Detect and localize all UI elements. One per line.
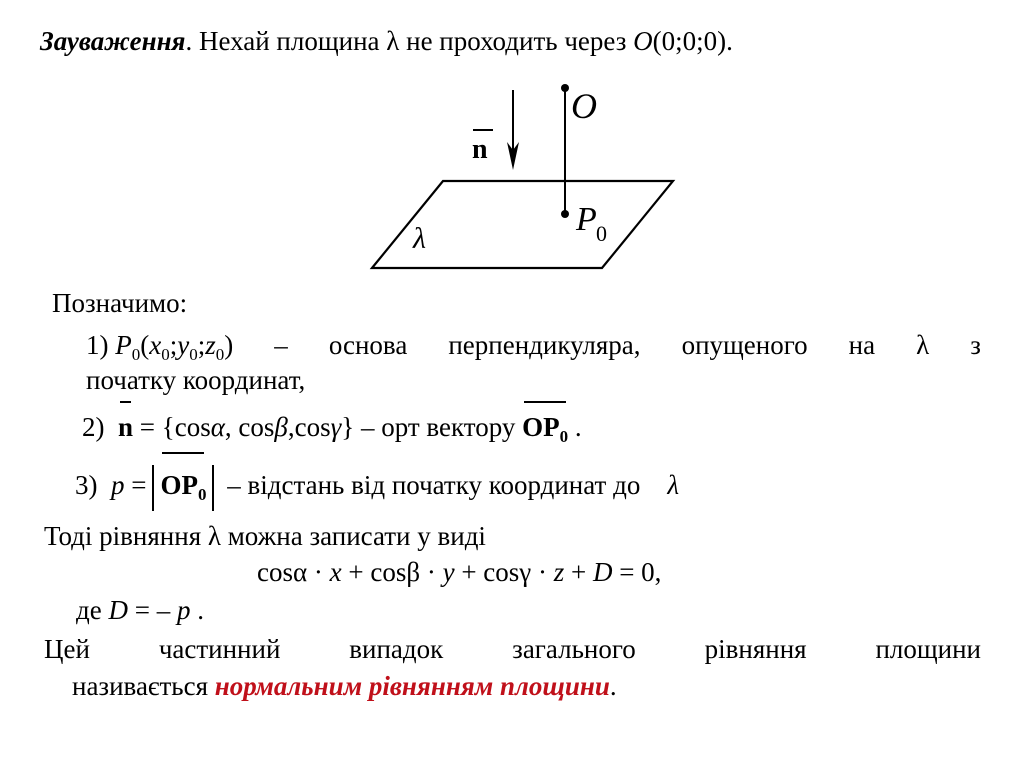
item1-word: з [970,330,981,360]
item1-y: y [177,330,190,360]
item1-word: на [848,330,876,360]
item2-eq: = {cos [133,412,211,442]
conclusion-word: загального [512,634,636,664]
eq-cos1: cosα · [257,557,330,587]
remark-text-1: . Нехай площина [185,26,387,56]
item1-word: – [274,330,288,360]
point-p0-dot [561,210,569,218]
item1-y-sub: 0 [189,345,198,364]
item2-end: . [568,412,582,442]
item1-x-sub: 0 [161,345,170,364]
item3-text: – відстань від початку координат до [227,470,648,500]
equation-intro [44,520,486,552]
item2-vec-sub: 0 [559,427,569,446]
eq-y: y [442,557,455,587]
conclusion-line-1 [44,633,981,665]
item3-p: p [111,470,125,500]
item2-gamma: γ [330,412,342,442]
item1-word: основа [328,330,408,360]
definition-item-3 [75,462,679,518]
remark-label: Зауваження [40,26,186,56]
item1-sep1: ; [169,330,178,360]
label-p: P [576,201,597,238]
item1-line2: початку координат, [86,365,306,395]
item1-num: 1) [86,330,109,360]
item1-close: ) [224,330,234,360]
eq-d: D [592,557,613,587]
eq-dot: . [190,595,204,625]
item1-sep2: ; [197,330,206,360]
item2-num: 2) [82,412,105,442]
conclusion-word: частинний [158,634,281,664]
eq-intro-lambda: λ [207,521,221,551]
label-n: n [472,134,488,165]
normal-equation [257,556,661,588]
conclusion-before: називається [72,671,215,701]
conclusion-line-2 [72,670,617,702]
conclusion-word: випадок [349,634,444,664]
eq-intro-before: Тоді рівняння [44,521,208,551]
eq-intro-after: можна записати у виді [220,521,486,551]
item3-lambda: λ [667,470,680,500]
conclusion-word: рівняння [704,634,807,664]
item2-mid1: , cos [224,412,275,442]
remark-text-2: не проходить через [399,26,634,56]
label-o: O [571,86,597,126]
label-p-sub: 0 [596,221,607,246]
item2-text: – орт вектору [354,412,523,442]
eq-end: = 0, [612,557,662,587]
item1-open: ( [140,330,150,360]
abs-bar-left [152,465,154,511]
equation-where [76,594,204,626]
normal-equation-term: нормальним рівнянням площини [214,671,610,701]
eq-where: де [76,595,109,625]
eq-plus: + [564,557,593,587]
item1-z-sub: 0 [215,345,225,364]
item3-eq: = [124,470,147,500]
item1-z: z [205,330,216,360]
plane-diagram [0,0,1024,300]
item1-word: опущеного [681,330,808,360]
eq-d2: D [108,595,128,625]
conclusion-after: . [609,671,617,701]
item1-p-sub: 0 [131,345,141,364]
item1-p: P [115,330,132,360]
conclusion-word: площини [875,634,981,664]
eq-z: z [553,557,565,587]
item3-vector [160,462,206,518]
definitions-intro: Позначимо: [52,288,188,318]
eq-minus: = – [127,595,177,625]
definition-item-2 [82,411,582,453]
item1-word: λ [916,330,930,360]
item2-n: n [118,412,134,442]
item2-mid2: ,cos [287,412,331,442]
conclusion-word: Цей [44,634,90,664]
item2-close: } [341,412,355,442]
item3-vec: OP [160,470,198,500]
item2-vec: OP [522,412,560,442]
item3-vec-sub: 0 [197,485,207,504]
remark-lambda: λ [386,26,400,56]
eq-p: p [176,595,191,625]
eq-x: x [329,557,342,587]
label-lambda: λ [413,222,426,255]
abs-bar-right [212,465,214,511]
remark-coords: (0;0;0). [652,26,733,56]
eq-cos3: + cosγ · [454,557,554,587]
point-o-dot [561,84,569,92]
item2-vector [522,411,568,453]
item1-x: x [149,330,162,360]
remark-point-o: O [633,26,653,56]
eq-cos2: + cosβ · [341,557,443,587]
item2-beta: β [274,412,288,442]
item1-word: перпендикуляра, [448,330,641,360]
item3-num: 3) [75,470,98,500]
item2-alpha: α [210,412,225,442]
